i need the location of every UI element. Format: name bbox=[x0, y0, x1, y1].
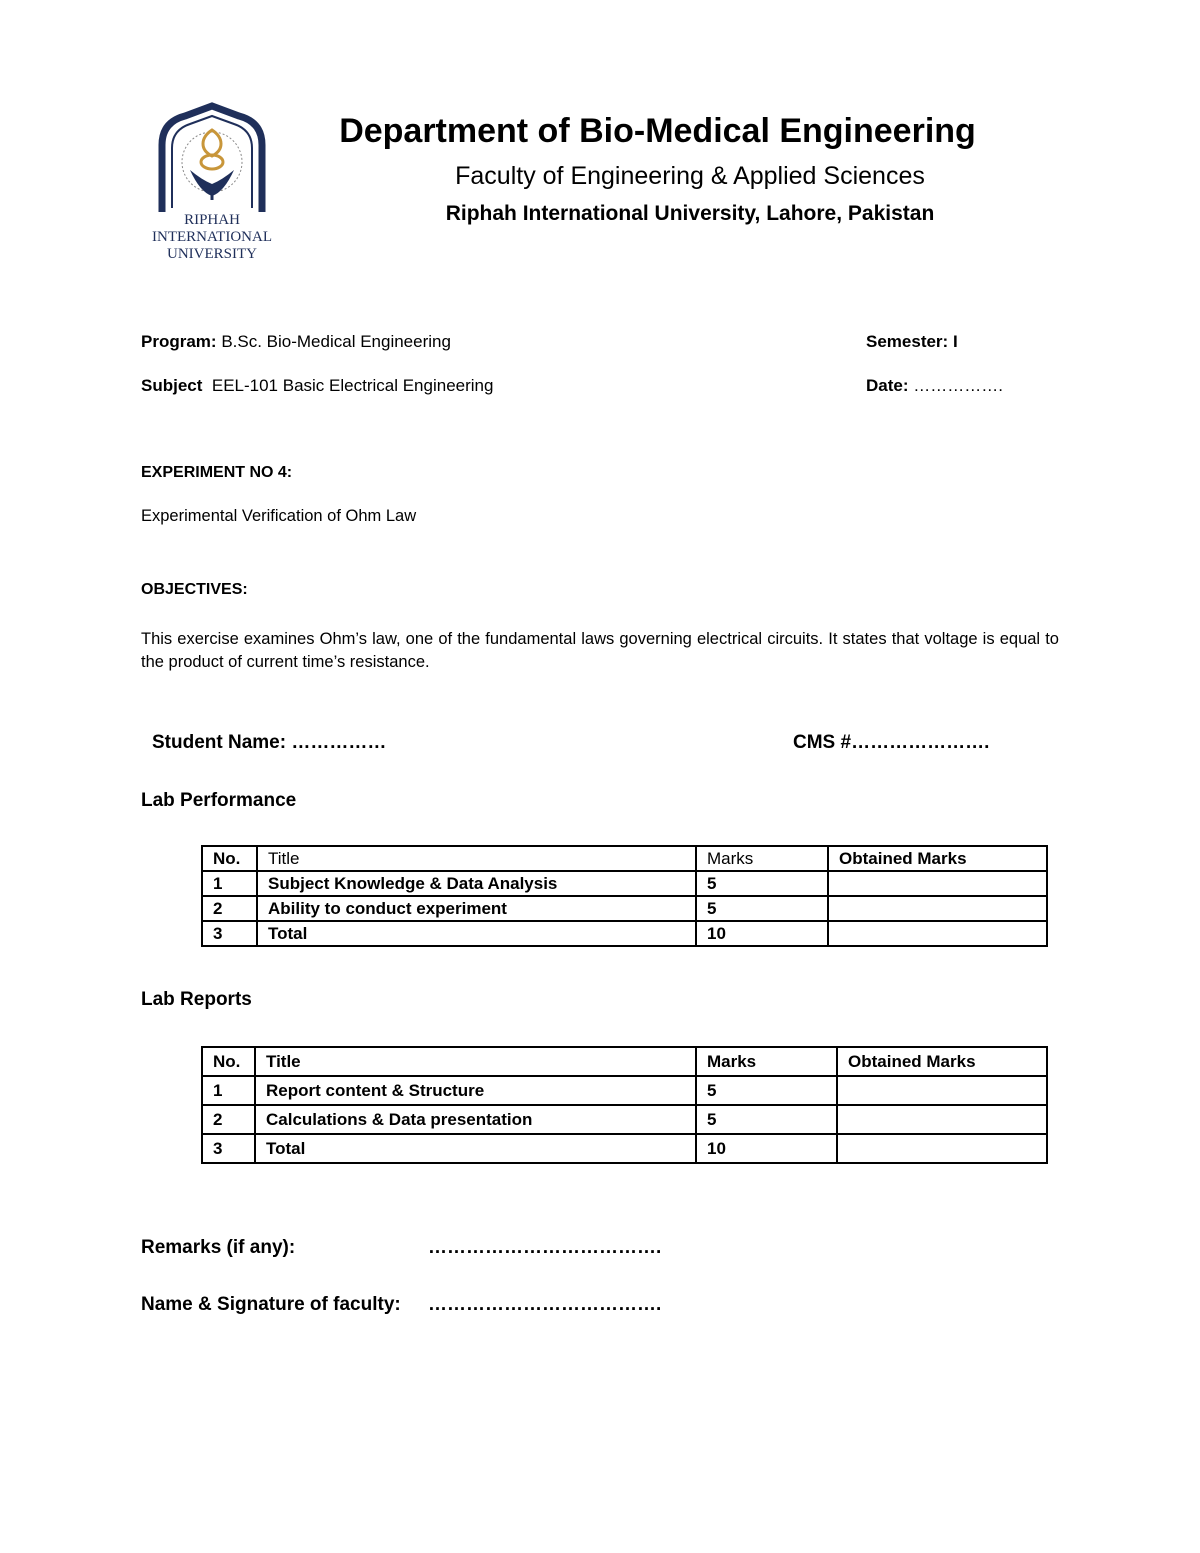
row-marks: 10 bbox=[696, 921, 828, 946]
row-no: 3 bbox=[202, 921, 257, 946]
university-logo bbox=[150, 100, 275, 270]
row-marks: 5 bbox=[696, 871, 828, 896]
university-title: Riphah International University, Lahore, Pakistan bbox=[445, 202, 935, 225]
row-obtained[interactable] bbox=[828, 871, 1047, 896]
lab-performance-table bbox=[201, 845, 1048, 947]
row-no: 3 bbox=[202, 1134, 255, 1163]
logo-text: RIPHAH INTERNATIONAL UNIVERSITY bbox=[152, 212, 272, 262]
row-obtained[interactable] bbox=[837, 1076, 1047, 1105]
row-marks: 5 bbox=[696, 1076, 837, 1105]
table-header-row bbox=[202, 1047, 1047, 1076]
objectives-text: This exercise examines Ohm’s law, one of the fundamental laws governing electrical circuits. It states that voltage is equal to the product of current time’s resistance. bbox=[141, 630, 1059, 671]
experiment-heading: EXPERIMENT NO 4: bbox=[141, 464, 293, 481]
row-title: Total bbox=[255, 1134, 696, 1163]
row-marks: 10 bbox=[696, 1134, 837, 1163]
header-marks: Marks bbox=[696, 1047, 837, 1076]
table-row bbox=[202, 1076, 1047, 1105]
faculty-title: Faculty of Engineering & Applied Sciences bbox=[455, 162, 925, 190]
header-no: No. bbox=[202, 846, 257, 871]
header-title: Title bbox=[257, 846, 696, 871]
row-obtained[interactable] bbox=[828, 896, 1047, 921]
row-obtained[interactable] bbox=[837, 1105, 1047, 1134]
date-value: ……………. bbox=[913, 376, 1003, 395]
lab-reports-table bbox=[201, 1046, 1048, 1164]
row-marks: 5 bbox=[696, 896, 828, 921]
department-title: Department of Bio-Medical Engineering bbox=[339, 112, 976, 150]
row-title: Subject Knowledge & Data Analysis bbox=[257, 871, 696, 896]
header-obtained: Obtained Marks bbox=[828, 846, 1047, 871]
row-marks: 5 bbox=[696, 1105, 837, 1134]
program-value: B.Sc. Bio-Medical Engineering bbox=[221, 332, 451, 351]
program-line bbox=[141, 332, 451, 352]
table-header-row bbox=[202, 846, 1047, 871]
row-no: 2 bbox=[202, 1105, 255, 1134]
row-title: Total bbox=[257, 921, 696, 946]
subject-line bbox=[141, 376, 493, 396]
row-title: Report content & Structure bbox=[255, 1076, 696, 1105]
row-no: 1 bbox=[202, 1076, 255, 1105]
objectives-heading: OBJECTIVES: bbox=[141, 581, 248, 598]
row-no: 2 bbox=[202, 896, 257, 921]
header-obtained: Obtained Marks bbox=[837, 1047, 1047, 1076]
row-obtained[interactable] bbox=[828, 921, 1047, 946]
header-title: Title bbox=[255, 1047, 696, 1076]
date-line bbox=[866, 376, 1003, 396]
semester-label: Semester: bbox=[866, 332, 949, 351]
semester-line bbox=[866, 332, 958, 352]
table-row bbox=[202, 871, 1047, 896]
date-label: Date: bbox=[866, 376, 909, 395]
table-row bbox=[202, 921, 1047, 946]
cms-field: CMS #…………………. bbox=[793, 732, 990, 753]
signature-field[interactable]: ………………………………. bbox=[428, 1294, 662, 1315]
remarks-label: Remarks (if any): bbox=[141, 1237, 296, 1258]
subject-label: Subject bbox=[141, 376, 203, 395]
lab-performance-heading: Lab Performance bbox=[141, 790, 297, 811]
table-row bbox=[202, 896, 1047, 921]
row-title: Calculations & Data presentation bbox=[255, 1105, 696, 1134]
table-row bbox=[202, 1105, 1047, 1134]
header-no: No. bbox=[202, 1047, 255, 1076]
lab-reports-heading: Lab Reports bbox=[141, 989, 252, 1010]
row-obtained[interactable] bbox=[837, 1134, 1047, 1163]
row-title: Ability to conduct experiment bbox=[257, 896, 696, 921]
signature-label: Name & Signature of faculty: bbox=[141, 1294, 401, 1315]
row-no: 1 bbox=[202, 871, 257, 896]
program-label: Program: bbox=[141, 332, 217, 351]
student-name-field: Student Name: …………… bbox=[152, 732, 387, 753]
table-row bbox=[202, 1134, 1047, 1163]
subject-value: EEL-101 Basic Electrical Engineering bbox=[211, 376, 494, 395]
semester-value: I bbox=[952, 332, 958, 351]
remarks-field[interactable]: ………………………………. bbox=[428, 1237, 662, 1258]
header-marks: Marks bbox=[696, 846, 828, 871]
experiment-title: Experimental Verification of Ohm Law bbox=[141, 507, 417, 525]
